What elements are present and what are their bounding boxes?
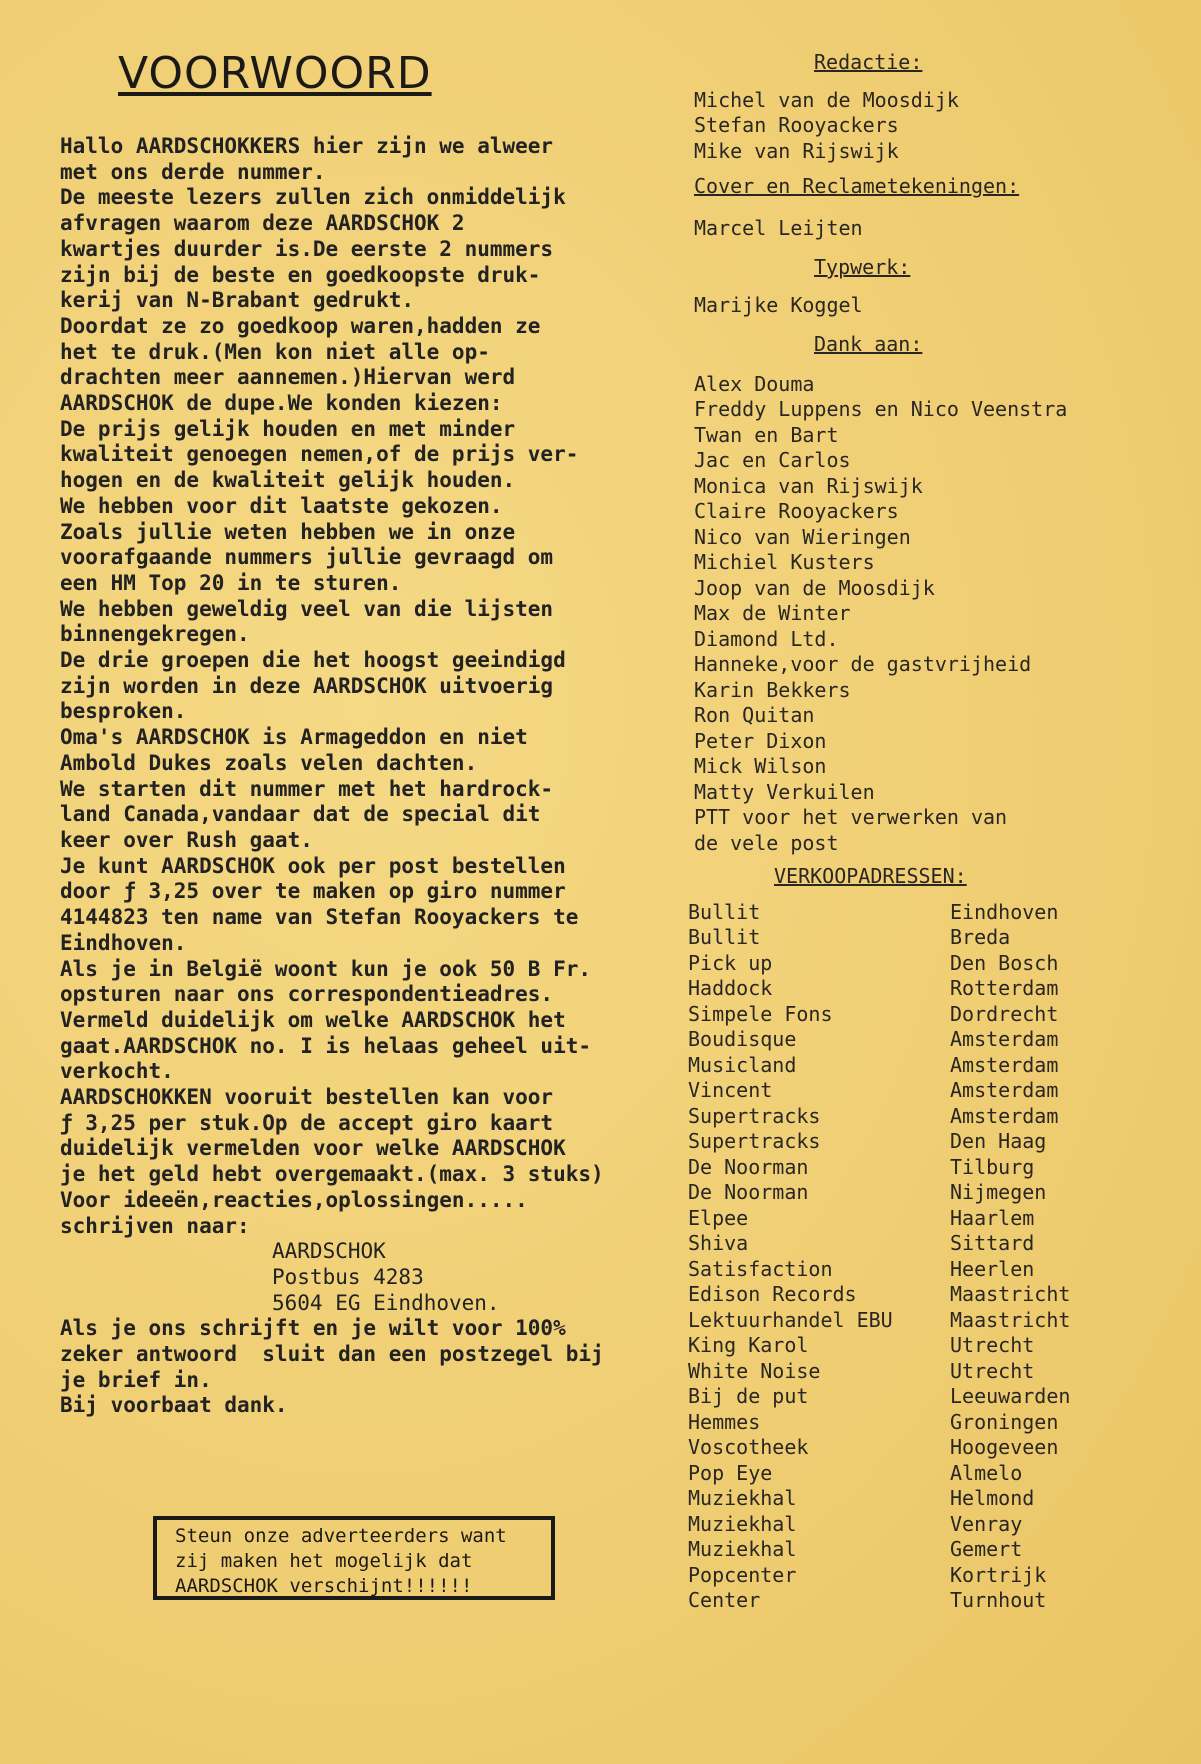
address-line: 5604 EG Eindhoven. — [272, 1290, 500, 1315]
shop-city: Dordrecht — [950, 1001, 1059, 1026]
redactie-heading: Redactie: — [814, 50, 923, 74]
text-line: Eindhoven. — [60, 930, 187, 955]
postal-address — [60, 1239, 680, 1316]
shop-city: Gemert — [950, 1537, 1023, 1561]
shop-name: Voscotheek — [688, 1435, 809, 1459]
shop-city: Tilburg — [950, 1154, 1035, 1179]
text-line: Zoals jullie weten hebben we in onze — [60, 519, 516, 544]
cover-heading: Cover en Reclametekeningen: — [694, 174, 1020, 198]
advertiser-notice-box — [153, 1516, 555, 1600]
shop-city: Rotterdam — [950, 976, 1059, 1000]
text-line: verkocht. — [60, 1059, 174, 1084]
shop-city: Haarlem — [950, 1205, 1035, 1230]
shop-city: Amsterdam — [950, 1052, 1059, 1077]
text-line: opsturen naar ons correspondentieadres. — [60, 982, 554, 1007]
credits-column — [688, 50, 1154, 1614]
text-line: De meeste lezers zullen zich onmiddelijk — [60, 185, 566, 210]
credit-name: Ron Quitan — [694, 703, 815, 727]
text-line: gaat.AARDSCHOK no. I is helaas geheel uit- — [60, 1033, 592, 1058]
text-line: door ƒ 3,25 over te maken op giro nummer — [60, 879, 566, 904]
shop-name: Satisfaction — [688, 1256, 833, 1281]
text-line: Hallo AARDSCHOKKERS hier zijn we alweer — [60, 134, 554, 158]
typwerk-heading: Typwerk: — [814, 255, 911, 279]
text-line: De prijs gelijk houden en met minder — [60, 416, 516, 441]
credit-name: Marcel Leijten — [694, 215, 863, 240]
shop-name: Musicland — [688, 1052, 797, 1077]
shop-name: Edison Records — [688, 1282, 857, 1306]
shop-city: Breda — [950, 925, 1011, 949]
address-line: AARDSCHOK — [272, 1239, 386, 1264]
shop-city: Venray — [950, 1511, 1023, 1536]
text-line: AARDSCHOKKEN vooruit bestellen kan voor — [60, 1085, 554, 1110]
text-line: Doordat ze zo goedkoop waren,hadden ze — [60, 313, 541, 338]
shop-city: Almelo — [950, 1460, 1023, 1485]
text-line: land Canada,vandaar dat de special dit — [60, 802, 541, 827]
credit-name: Joop van de Moosdijk — [694, 575, 935, 600]
text-line: Als je ons schrijft en je wilt voor 100% — [60, 1316, 566, 1341]
shop-name: De Noorman — [688, 1180, 809, 1204]
text-line: AARDSCHOK de dupe.We konden kiezen: — [60, 391, 503, 416]
text-line: We starten dit nummer met het hardrock- — [60, 776, 554, 801]
text-line: schrijven naar: — [60, 1213, 250, 1238]
text-line: drachten meer aannemen.)Hiervan werd — [60, 365, 516, 390]
text-line: een HM Top 20 in te sturen. — [60, 570, 402, 595]
shop-city: Nijmegen — [950, 1180, 1047, 1204]
text-line: kwaliteit genoegen nemen,of de prijs ver- — [60, 442, 579, 467]
credit-name: Hanneke,voor de gastvrijheid — [694, 652, 1032, 676]
text-line: De drie groepen die het hoogst geeindigd — [60, 648, 566, 673]
shop-name: Haddock — [688, 976, 773, 1000]
dank-list — [694, 372, 1154, 857]
shop-name: Pick up — [688, 950, 773, 975]
shop-name: Supertracks — [688, 1129, 821, 1153]
credit-name: de vele post — [694, 830, 839, 855]
credit-name: Alex Douma — [694, 371, 815, 396]
shop-name: De Noorman — [688, 1154, 809, 1179]
shop-name: Elpee — [688, 1205, 749, 1230]
foreword-closing — [60, 1316, 680, 1419]
text-line: zijn worden in deze AARDSCHOK uitvoerig — [60, 673, 554, 698]
credit-name: Michiel Kusters — [694, 550, 875, 574]
notice-line: zij maken het mogelijk dat — [175, 1550, 473, 1572]
credit-name: Peter Dixon — [694, 728, 827, 753]
shop-city: Leeuwarden — [950, 1384, 1071, 1408]
credit-name: Jac en Carlos — [694, 448, 851, 472]
text-line: binnengekregen. — [60, 622, 250, 647]
text-line: voorafgaande nummers jullie gevraagd om — [60, 545, 554, 570]
shop-city: Groningen — [950, 1409, 1059, 1434]
foreword-intro — [60, 134, 680, 1239]
shop-city: Utrecht — [950, 1358, 1035, 1383]
credit-name: Mike van Rijswijk — [694, 138, 899, 163]
credit-name: PTT voor het verwerken van — [694, 805, 1008, 829]
shop-city: Helmond — [950, 1486, 1035, 1510]
shop-city: Turnhout — [950, 1588, 1047, 1612]
shop-name: Boudisque — [688, 1027, 797, 1051]
dank-heading: Dank aan: — [814, 332, 923, 356]
shop-city: Amsterdam — [950, 1103, 1059, 1128]
text-line: Oma's AARDSCHOK is Armageddon en niet — [60, 725, 528, 750]
shop-city: Utrecht — [950, 1333, 1035, 1357]
text-line: ƒ 3,25 per stuk.Op de accept giro kaart — [60, 1110, 554, 1135]
credit-name: Karin Bekkers — [694, 677, 851, 702]
notice-line: AARDSCHOK verschijnt!!!!!! — [175, 1575, 473, 1597]
foreword-text — [60, 134, 680, 1419]
notice-line: Steun onze adverteerders want — [175, 1525, 507, 1547]
credit-name: Michel van de Moosdijk — [694, 87, 959, 112]
credit-name: Matty Verkuilen — [694, 779, 875, 804]
redactie-list — [694, 88, 1154, 165]
credit-name: Twan en Bart — [694, 422, 839, 447]
text-line: kwartjes duurder is.De eerste 2 nummers — [60, 236, 554, 261]
shop-city: Heerlen — [950, 1256, 1035, 1281]
text-line: afvragen waarom deze AARDSCHOK 2 — [60, 211, 465, 236]
text-line: Als je in België woont kun je ook 50 B Fr. — [60, 956, 592, 981]
shop-name: Bij de put — [688, 1384, 809, 1408]
credit-name: Stefan Rooyackers — [694, 113, 899, 137]
verkoop-heading: VERKOOPADRESSEN: — [774, 864, 967, 888]
credit-name: Monica van Rijswijk — [694, 473, 923, 498]
verkoop-table — [688, 900, 1154, 1614]
text-line: Je kunt AARDSCHOK ook per post bestellen — [60, 853, 566, 878]
shop-name: Lektuurhandel EBU — [688, 1307, 893, 1332]
credit-name: Diamond Ltd. — [694, 626, 839, 651]
shop-name: King Karol — [688, 1333, 809, 1357]
text-line: Voor ideeën,reacties,oplossingen..... — [60, 1187, 528, 1212]
shop-name: Muziekhal — [688, 1537, 797, 1561]
text-line: kerij van N-Brabant gedrukt. — [60, 288, 415, 313]
shop-name: Bullit — [688, 925, 761, 949]
shop-name: Muziekhal — [688, 1486, 797, 1510]
shop-name: Simpele Fons — [688, 1001, 833, 1026]
shop-name: Popcenter — [688, 1562, 797, 1587]
shop-city: Sittard — [950, 1231, 1035, 1255]
text-line: het te druk.(Men kon niet alle op- — [60, 339, 490, 364]
shop-name: Muziekhal — [688, 1511, 797, 1536]
text-line: Vermeld duidelijk om welke AARDSCHOK het — [60, 1007, 566, 1032]
text-line: Bij voorbaat dank. — [60, 1393, 288, 1418]
text-line: met ons derde nummer. — [60, 159, 326, 184]
text-line: zeker antwoord sluit dan een postzegel bij — [60, 1342, 604, 1367]
text-line: We hebben geweldig veel van die lijsten — [60, 596, 554, 621]
cover-list — [694, 216, 1154, 242]
credit-name: Marijke Koggel — [694, 292, 863, 317]
shop-city: Kortrijk — [950, 1562, 1047, 1587]
shop-name: Vincent — [688, 1078, 773, 1102]
credit-name: Nico van Wieringen — [694, 524, 911, 549]
credit-name: Max de Winter — [694, 601, 851, 625]
shop-city: Maastricht — [950, 1307, 1071, 1332]
shop-name: Shiva — [688, 1231, 749, 1255]
address-line: Postbus 4283 — [272, 1264, 424, 1289]
shop-city: Amsterdam — [950, 1027, 1059, 1051]
shop-name: Bullit — [688, 899, 761, 924]
text-line: hogen en de kwaliteit gelijk houden. — [60, 468, 516, 493]
text-line: duidelijk vermelden voor welke AARDSCHOK — [60, 1136, 566, 1161]
shop-name: Pop Eye — [688, 1460, 773, 1485]
shop-city: Hoogeveen — [950, 1435, 1059, 1459]
credit-name: Mick Wilson — [694, 754, 827, 778]
text-line: Ambold Dukes zoals velen dachten. — [60, 750, 478, 775]
shop-city: Den Bosch — [950, 950, 1059, 975]
shop-name: Supertracks — [688, 1103, 821, 1128]
shop-name: Hemmes — [688, 1409, 761, 1434]
text-line: 4144823 ten name van Stefan Rooyackers te — [60, 905, 579, 930]
shop-city: Amsterdam — [950, 1078, 1059, 1102]
page-title: VOORWOORD — [118, 48, 432, 99]
shop-city: Maastricht — [950, 1282, 1071, 1306]
shop-city: Eindhoven — [950, 899, 1059, 924]
text-line: je het geld hebt overgemaakt.(max. 3 stuks) — [60, 1162, 604, 1187]
shop-name: Center — [688, 1588, 761, 1612]
text-line: je brief in. — [60, 1367, 212, 1392]
typwerk-list — [694, 293, 1154, 319]
text-line: zijn bij de beste en goedkoopste druk- — [60, 262, 541, 287]
text-line: We hebben voor dit laatste gekozen. — [60, 493, 503, 518]
shop-city: Den Haag — [950, 1129, 1047, 1153]
credit-name: Claire Rooyackers — [694, 499, 899, 523]
text-line: besproken. — [60, 699, 187, 724]
text-line: keer over Rush gaat. — [60, 827, 313, 852]
credit-name: Freddy Luppens en Nico Veenstra — [694, 397, 1068, 421]
shop-name: White Noise — [688, 1358, 821, 1383]
